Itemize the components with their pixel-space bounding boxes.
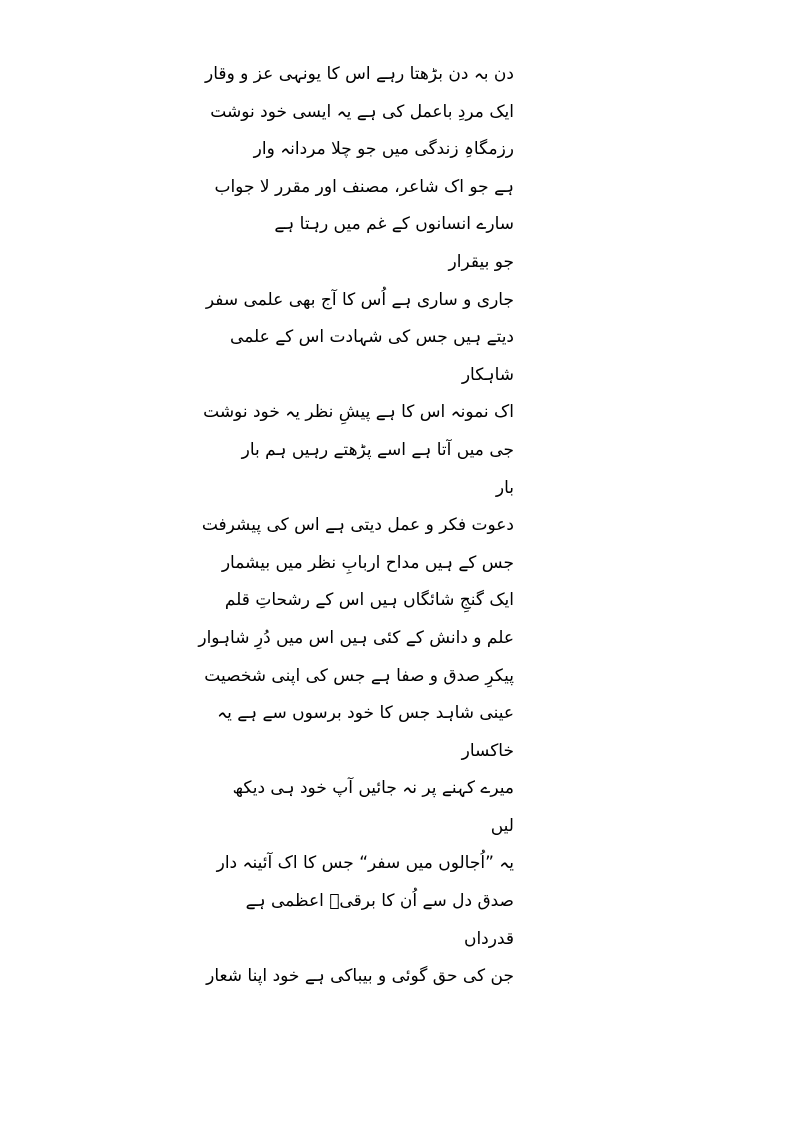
poem-line: دن بہ دن بڑھتا رہے اس کا یونہی عز و وقار [205, 64, 514, 84]
poem-line: دیتے ہیں جس کی شہادت اس کے علمی [230, 327, 514, 348]
poem-line: میرے کہنے پر نہ جائیں آپ خود ہی دیکھ [232, 778, 514, 799]
poem-line: لیں [490, 815, 514, 836]
poem-line: رزمگاہِ زندگی میں جو چلا مردانہ وار [253, 139, 514, 160]
poem-line: بار [495, 477, 514, 498]
poem-line: جو بیقرار [448, 251, 514, 272]
poem-body [198, 56, 514, 996]
poem-line: اک نمونہ اس کا ہے پیشِ نظر یہ خود نوشت [203, 402, 514, 423]
poem-line: صدق دل سے اُن کا برقیؔ اعظمی ہے [245, 891, 514, 912]
poem-line: سارے انسانوں کے غم میں رہتا ہے [274, 214, 514, 235]
poem-line: شاہکار [461, 364, 514, 385]
poem-line: ہے جو اک شاعر، مصنف اور مقرر لا جواب [214, 176, 514, 197]
poem-line: خاکسار [461, 740, 514, 761]
poem-line: علم و دانش کے کئی ہیں اس میں دُرِ شاہوار [198, 627, 514, 648]
poem-line: جس کے ہیں مداح اربابِ نظر میں بیشمار [221, 552, 514, 573]
poem-line: دعوت فکر و عمل دیتی ہے اس کی پیشرفت [201, 515, 514, 536]
poem-line: ایک مردِ باعمل کی ہے یہ ایسی خود نوشت [210, 101, 514, 122]
poem-line: یہ ”اُجالوں میں سفر“ جس کا اک آئینہ دار [216, 853, 514, 874]
poem-line: عینی شاہد جس کا خود برسوں سے ہے یہ [217, 703, 514, 724]
poem-line: ایک گنجِ شائگاں ہیں اس کے رشحاتِ قلم [224, 590, 514, 611]
poem-line: جن کی حق گوئی و بیباکی ہے خود اپنا شعار [206, 966, 514, 987]
poem-line: قدرداں [463, 928, 514, 949]
poem-line: پیکرِ صدق و صفا ہے جس کی اپنی شخصیت [204, 665, 514, 686]
poem-line: جی میں آتا ہے اسے پڑھتے رہیں ہم بار [241, 439, 514, 460]
poem-line: جاری و ساری ہے اُس کا آج بھی علمی سفر [205, 289, 514, 310]
